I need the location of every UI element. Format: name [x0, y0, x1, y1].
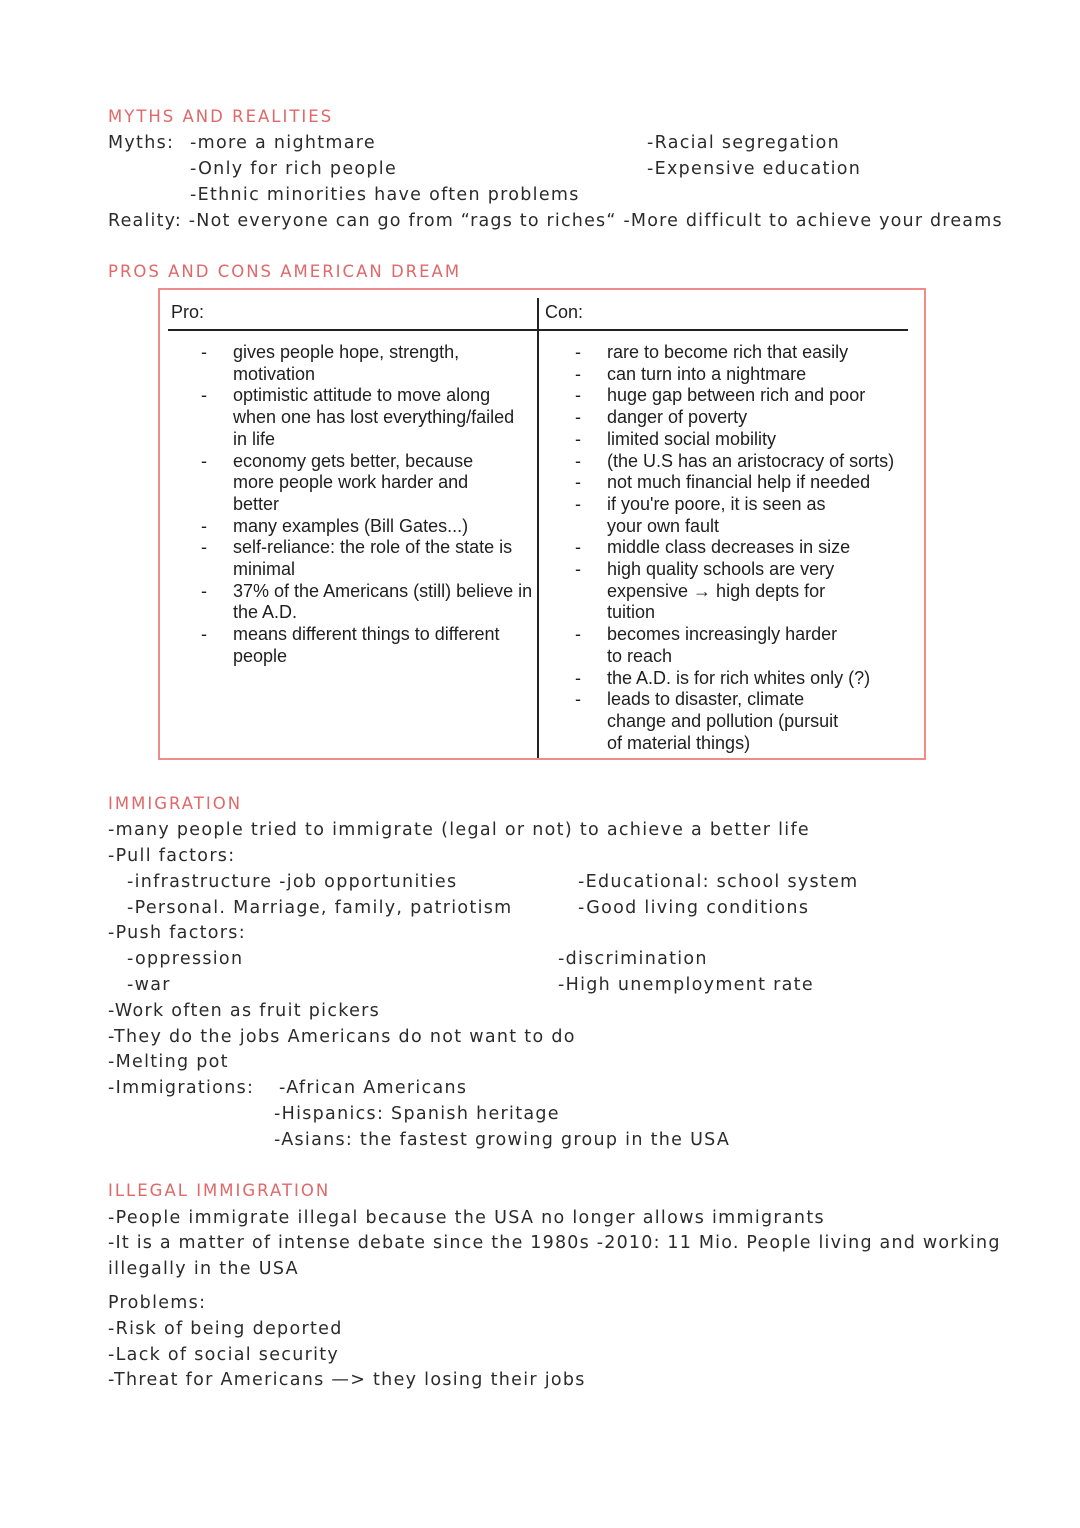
- myth-item: -Racial segregation: [647, 133, 841, 153]
- myths-label: Myths:: [108, 133, 175, 153]
- push-factor: -discrimination: [558, 949, 708, 969]
- problem-item: -Threat for Americans —> they losing their jobs: [108, 1370, 586, 1390]
- con-item: - limited social mobility: [575, 429, 885, 451]
- illegal-line: -People immigrate illegal because the USA no longer allows immigrants: [108, 1208, 825, 1228]
- con-list: [575, 342, 895, 754]
- problem-item: -Lack of social security: [108, 1345, 340, 1365]
- con-item: - high quality schools are very expensive → high depts for tuition: [575, 559, 847, 624]
- pull-factor: -Personal. Marriage, family, patriotism: [127, 898, 513, 918]
- push-factor: -war: [127, 975, 171, 995]
- con-item: - rare to become rich that easily: [575, 342, 885, 364]
- myth-item: -Expensive education: [647, 159, 862, 179]
- section-heading-pros-cons: PROS AND CONS AMERICAN DREAM: [108, 262, 462, 281]
- con-item: - can turn into a nightmare: [575, 364, 885, 386]
- con-item: - danger of poverty: [575, 407, 885, 429]
- pull-factors-label: -Pull factors:: [108, 846, 236, 866]
- pro-item: - economy gets better, because more people work harder and better: [201, 451, 497, 516]
- push-factor: -High unemployment rate: [558, 975, 814, 995]
- problem-item: -Risk of being deported: [108, 1319, 343, 1339]
- illegal-line: -It is a matter of intense debate since the 1980s -2010: 11 Mio. People living and working: [108, 1233, 1001, 1253]
- immigration-line: -Work often as fruit pickers: [108, 1001, 381, 1021]
- pro-item: - optimistic attitude to move along when one has lost everything/failed in life: [201, 385, 533, 450]
- myth-item: -Only for rich people: [190, 159, 398, 179]
- immigrations-label: -Immigrations:: [108, 1078, 255, 1098]
- immigration-group: -Asians: the fastest growing group in the USA: [274, 1130, 731, 1150]
- con-item: - huge gap between rich and poor: [575, 385, 885, 407]
- pull-factor: -Educational: school system: [578, 872, 859, 892]
- section-heading-immigration: IMMIGRATION: [108, 794, 243, 813]
- myth-item: -more a nightmare: [190, 133, 376, 153]
- problems-label: Problems:: [108, 1293, 207, 1313]
- pro-item: - 37% of the Americans (still) believe in the A.D.: [201, 581, 533, 624]
- immigration-group: -African Americans: [279, 1078, 468, 1098]
- con-item: - leads to disaster, climate change and pollution (pursuit of material things): [575, 689, 855, 754]
- pros-cons-table: [158, 288, 926, 760]
- reality-line: Reality: -Not everyone can go from “rags to riches“ -More difficult to achieve your dreams: [108, 211, 1003, 231]
- pro-item: - means different things to different people: [201, 624, 533, 667]
- con-item: - not much financial help if needed: [575, 472, 885, 494]
- immigration-group: -Hispanics: Spanish heritage: [274, 1104, 560, 1124]
- section-heading-illegal-immigration: ILLEGAL IMMIGRATION: [108, 1181, 331, 1200]
- push-factors-label: -Push factors:: [108, 923, 246, 943]
- immigration-line: -Melting pot: [108, 1052, 229, 1072]
- pro-item: - self-reliance: the role of the state is minimal: [201, 537, 533, 580]
- header-divider: [168, 329, 908, 331]
- push-factor: -oppression: [127, 949, 244, 969]
- con-item: - if you're poore, it is seen as your own fault: [575, 494, 855, 537]
- pro-item: - gives people hope, strength, motivation: [201, 342, 497, 385]
- con-item: - the A.D. is for rich whites only (?): [575, 668, 885, 690]
- pull-factor: -Good living conditions: [578, 898, 810, 918]
- con-item: - (the U.S has an aristocracy of sorts): [575, 451, 885, 473]
- con-header: Con:: [545, 302, 584, 322]
- pull-factor: -infrastructure -job opportunities: [127, 872, 458, 892]
- con-item: - becomes increasingly harder to reach: [575, 624, 847, 667]
- pro-list: [201, 342, 571, 668]
- immigration-line: -many people tried to immigrate (legal or not) to achieve a better life: [108, 820, 810, 840]
- immigration-line: -They do the jobs Americans do not want to do: [108, 1027, 576, 1047]
- pro-item: - many examples (Bill Gates...): [201, 516, 533, 538]
- myth-item: -Ethnic minorities have often problems: [190, 185, 580, 205]
- illegal-line: illegally in the USA: [108, 1259, 299, 1279]
- section-heading-myths: MYTHS AND REALITIES: [108, 107, 334, 126]
- pro-header: Pro:: [171, 302, 205, 322]
- con-item: - middle class decreases in size: [575, 537, 885, 559]
